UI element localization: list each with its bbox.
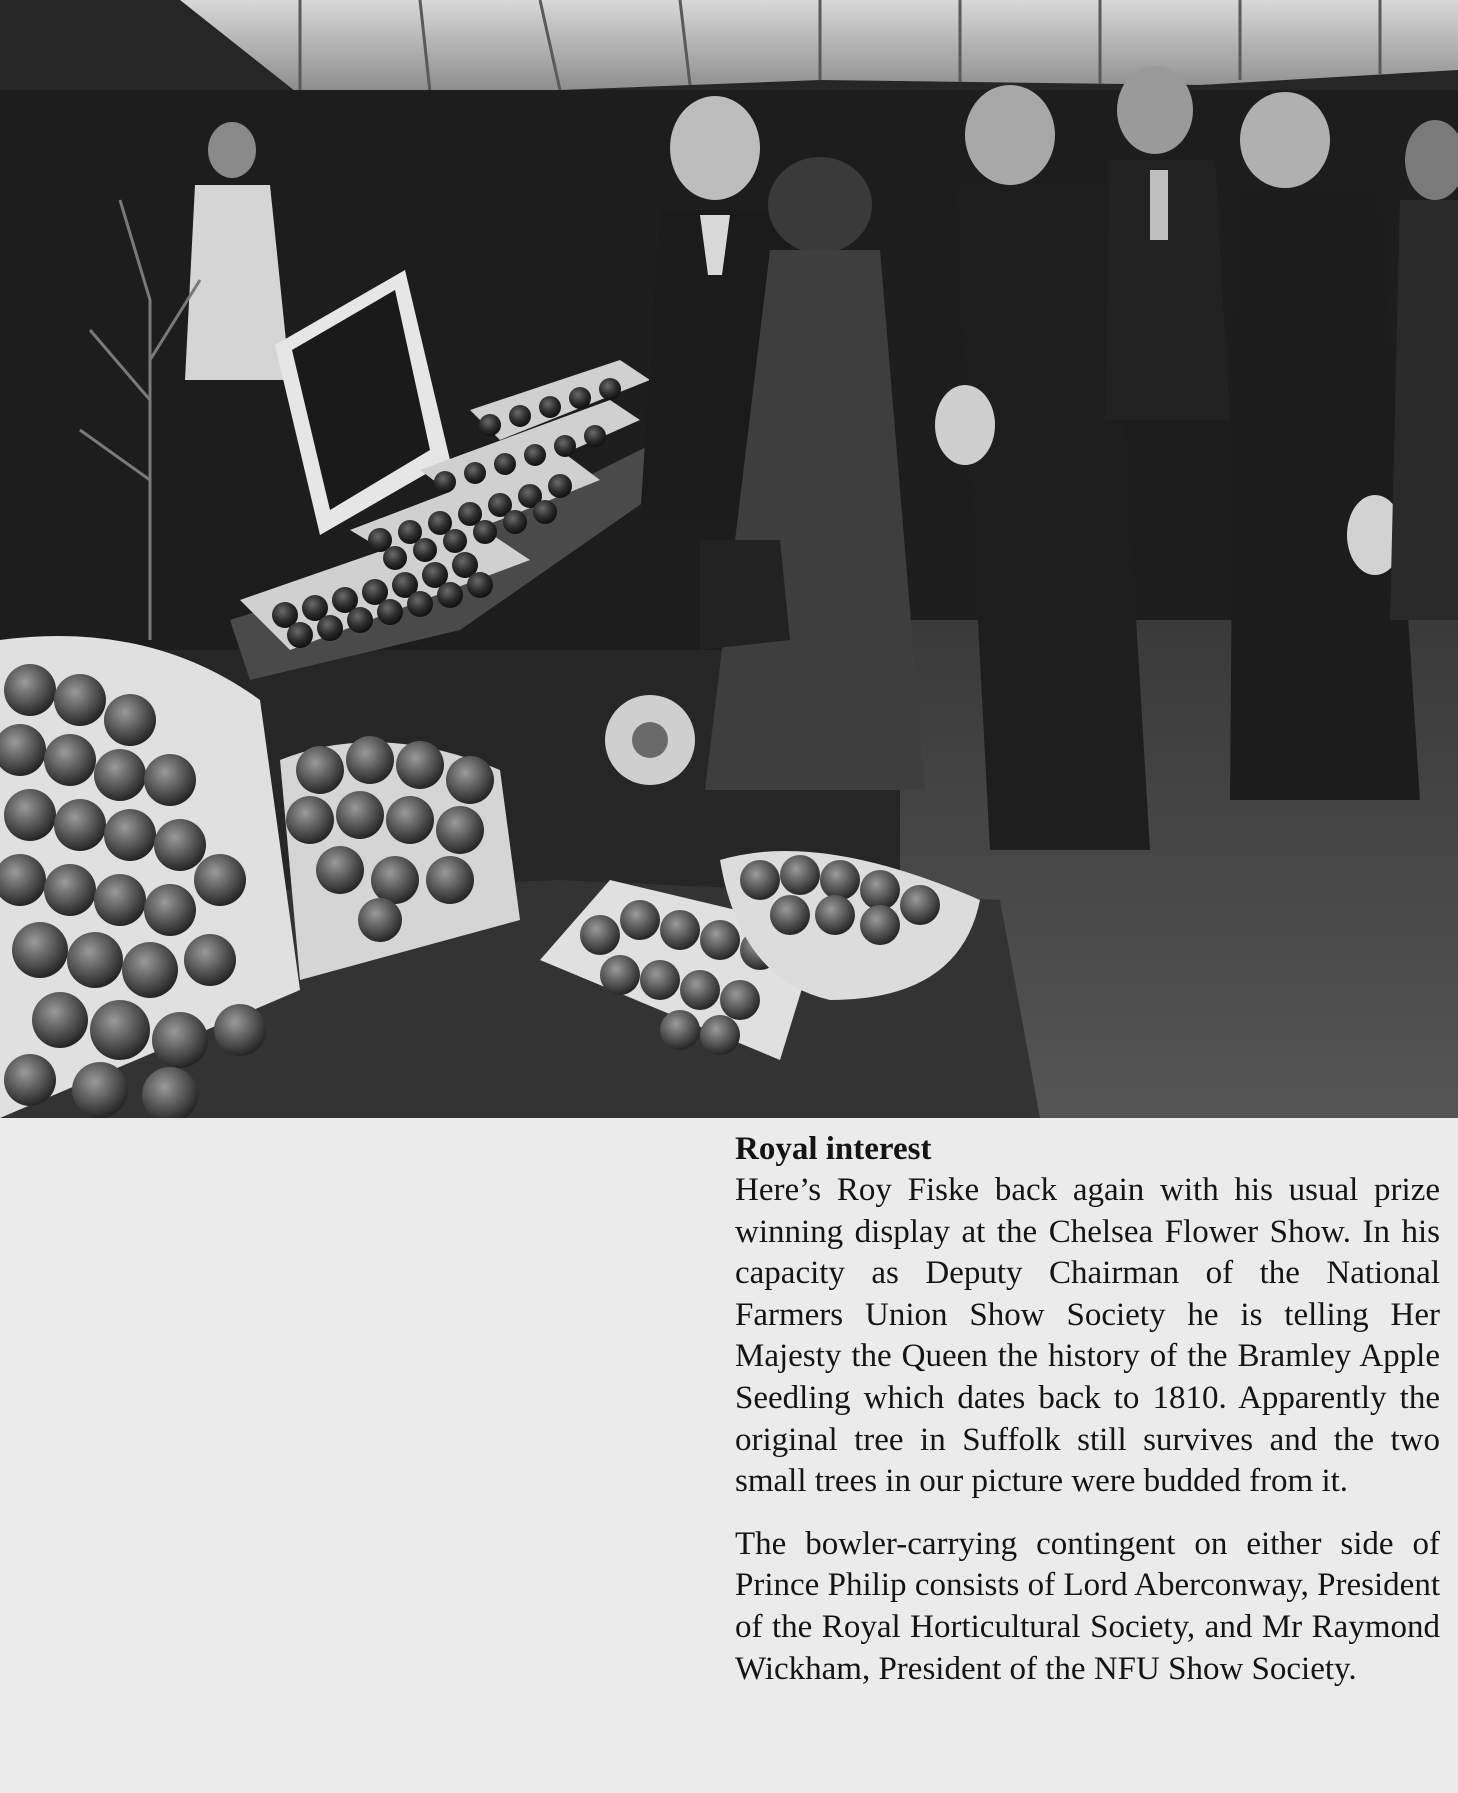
caption-title: Royal interest (735, 1131, 932, 1167)
caption-paragraph-1: Here’s Roy Fiske back again with his usual prize winning display at the Chelsea Flower Show. In his capacity as Deputy Chairman of the National Farmers Union Show Society he is telling Her Majesty the Queen the history of the Bramley Apple Seedling which dates back to 1810. Apparently the original tree in Suffolk still survives and the two small trees in our picture were budded from it. (735, 1172, 1440, 1500)
caption-paragraph-2: The bowler-carrying contingent on either side of Prince Philip consists of Lord Aberconway, President of the Royal Horticultural Society, and Mr Raymond Wickham, President of the NFU Show Society. (735, 1525, 1440, 1687)
photo-caption (735, 1128, 1440, 1690)
